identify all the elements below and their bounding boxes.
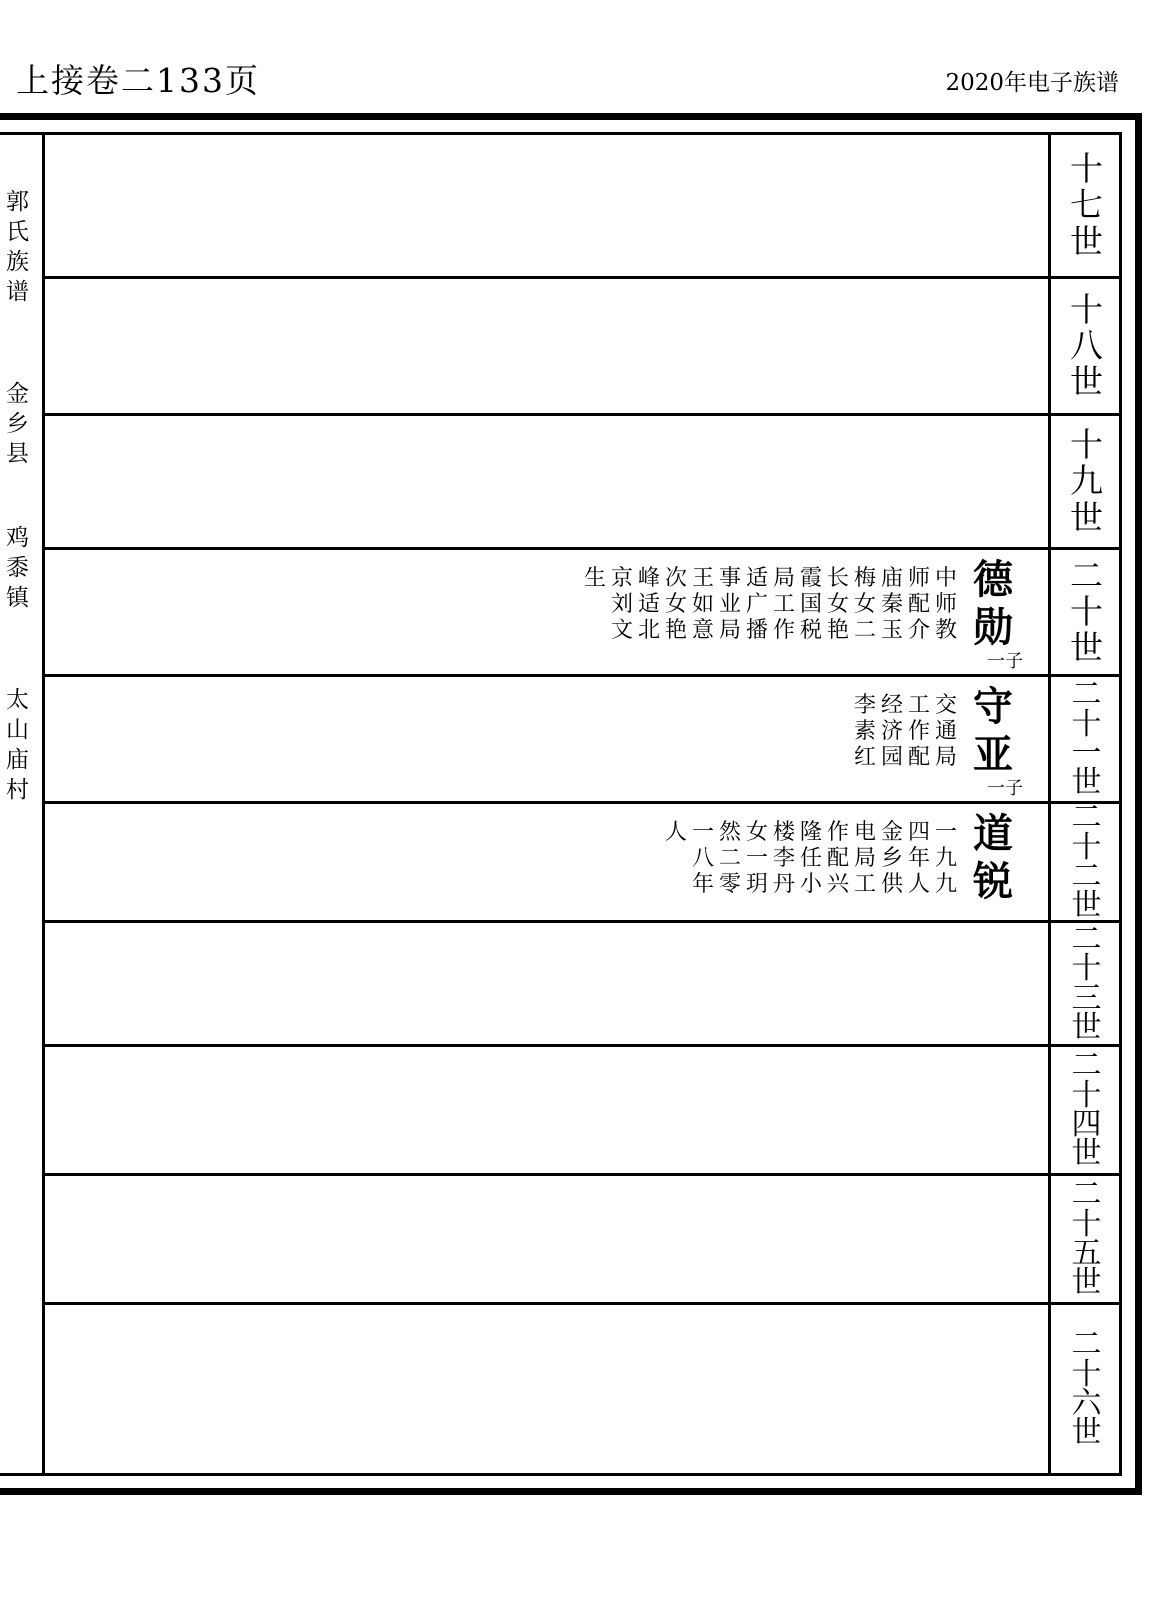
generation-char: 六 bbox=[1071, 1386, 1102, 1421]
generation-char: 二 bbox=[1071, 1048, 1102, 1084]
sidebar-char: 鸡 bbox=[6, 525, 29, 551]
generation-char: 世 bbox=[1071, 765, 1102, 801]
generation-char: 二 bbox=[1071, 859, 1102, 894]
sidebar-char: 山 bbox=[6, 717, 29, 743]
generation-label bbox=[1048, 416, 1122, 547]
note-line: 李经工交 bbox=[853, 693, 962, 718]
note-line: 八二一李任配局乡年九 bbox=[691, 846, 962, 871]
generation-char: 世 bbox=[1070, 362, 1103, 402]
person-notes bbox=[854, 693, 962, 771]
generation-char: 十 bbox=[1070, 289, 1103, 329]
sidebar-char: 金 bbox=[6, 381, 29, 407]
person-notes bbox=[584, 566, 962, 644]
generation-char: 十 bbox=[1071, 1356, 1102, 1392]
generation-char: 一 bbox=[1071, 736, 1102, 771]
generation-label bbox=[1048, 1305, 1122, 1473]
children-count: 一子 bbox=[987, 651, 1023, 672]
sidebar-town bbox=[0, 523, 35, 613]
note-line: 年零玥丹小兴工供人九 bbox=[691, 872, 962, 897]
generation-char: 十 bbox=[1071, 951, 1102, 987]
note-line: 红园配局 bbox=[853, 745, 962, 770]
generation-label bbox=[1048, 800, 1122, 924]
sidebar-char: 氏 bbox=[6, 219, 29, 245]
generation-char: 三 bbox=[1071, 980, 1102, 1016]
generation-label bbox=[1048, 550, 1122, 674]
generation-char: 世 bbox=[1071, 1265, 1102, 1301]
generation-char: 四 bbox=[1071, 1107, 1102, 1142]
sidebar-char: 镇 bbox=[6, 585, 29, 611]
generation-char: 二 bbox=[1071, 1177, 1102, 1213]
generation-char: 二 bbox=[1071, 800, 1102, 836]
name-char: 道 bbox=[973, 810, 1013, 857]
generation-row bbox=[45, 1305, 1122, 1473]
lineage-sidebar bbox=[0, 135, 45, 1473]
generation-row bbox=[45, 135, 1122, 279]
name-char: 亚 bbox=[973, 731, 1013, 778]
sidebar-village bbox=[0, 685, 35, 805]
generation-char: 十 bbox=[1071, 1077, 1102, 1113]
generation-char: 十 bbox=[1071, 706, 1102, 742]
generation-char: 世 bbox=[1070, 497, 1103, 537]
generation-label bbox=[1048, 923, 1122, 1044]
person-entry bbox=[665, 810, 1018, 906]
sidebar-char: 村 bbox=[6, 777, 29, 803]
name-char: 德 bbox=[973, 556, 1013, 603]
edition-label: 2020年电子族谱 bbox=[945, 70, 1119, 96]
generation-char: 世 bbox=[1070, 221, 1103, 261]
generation-label bbox=[1048, 1047, 1122, 1173]
generation-label bbox=[1048, 135, 1122, 276]
generation-char: 五 bbox=[1071, 1236, 1102, 1271]
generation-char: 二 bbox=[1070, 555, 1103, 595]
generation-row bbox=[45, 923, 1122, 1047]
sidebar-char: 县 bbox=[6, 441, 29, 467]
generation-char: 十 bbox=[1070, 149, 1103, 189]
generation-row bbox=[45, 1047, 1122, 1176]
note-line: 人一然女楼隆作电金四一 bbox=[664, 820, 962, 845]
children-count: 一子 bbox=[987, 778, 1023, 799]
person-name bbox=[968, 556, 1023, 672]
sidebar-clan-name bbox=[0, 187, 35, 307]
generation-char: 十 bbox=[1070, 591, 1103, 631]
generation-row bbox=[45, 416, 1122, 550]
person-name bbox=[968, 683, 1023, 799]
name-char: 勋 bbox=[973, 604, 1013, 651]
person-name bbox=[968, 810, 1018, 906]
generation-char: 八 bbox=[1070, 325, 1103, 365]
note-line: 素济作通 bbox=[853, 719, 962, 744]
note-line: 生京峰次王事适局霞长梅庙师中 bbox=[583, 566, 962, 591]
sidebar-char: 谱 bbox=[6, 279, 29, 305]
generation-row bbox=[45, 1176, 1122, 1305]
sidebar-char: 太 bbox=[6, 687, 29, 713]
sidebar-char: 郭 bbox=[6, 189, 29, 215]
name-char: 锐 bbox=[973, 858, 1013, 905]
generation-label bbox=[1048, 1176, 1122, 1302]
sidebar-char: 族 bbox=[6, 249, 29, 275]
generation-grid bbox=[45, 135, 1122, 1473]
sidebar-char: 黍 bbox=[6, 555, 29, 581]
generation-char: 二 bbox=[1071, 921, 1102, 957]
sidebar-char: 乡 bbox=[6, 411, 29, 437]
generation-char: 十 bbox=[1070, 425, 1103, 465]
sidebar-county bbox=[0, 379, 35, 469]
generation-char: 七 bbox=[1070, 185, 1103, 225]
person-notes bbox=[665, 820, 962, 898]
generation-char: 世 bbox=[1070, 628, 1103, 668]
generation-char: 世 bbox=[1071, 1415, 1102, 1451]
generation-row bbox=[45, 279, 1122, 416]
generation-char: 世 bbox=[1071, 1136, 1102, 1172]
generation-char: 二 bbox=[1071, 677, 1102, 713]
generation-row bbox=[45, 550, 1122, 677]
generation-char: 世 bbox=[1071, 1009, 1102, 1045]
generation-label bbox=[1048, 677, 1122, 801]
note-line: 文北艳意局播作税艳二玉介教 bbox=[610, 618, 962, 643]
generation-char: 九 bbox=[1070, 461, 1103, 501]
person-entry bbox=[853, 683, 1023, 799]
name-char: 守 bbox=[973, 683, 1013, 730]
sidebar-char: 庙 bbox=[6, 747, 29, 773]
generation-label bbox=[1048, 279, 1122, 413]
generation-row bbox=[45, 800, 1122, 924]
generation-char: 十 bbox=[1071, 829, 1102, 865]
generation-char: 世 bbox=[1071, 888, 1102, 924]
note-line: 刘适女如业广工国女女秦配师 bbox=[610, 592, 962, 617]
person-entry bbox=[583, 556, 1023, 672]
generation-char: 十 bbox=[1071, 1206, 1102, 1242]
continuation-note: 上接卷二133页 bbox=[16, 61, 260, 100]
generation-char: 二 bbox=[1071, 1327, 1102, 1363]
generation-row bbox=[45, 677, 1122, 804]
